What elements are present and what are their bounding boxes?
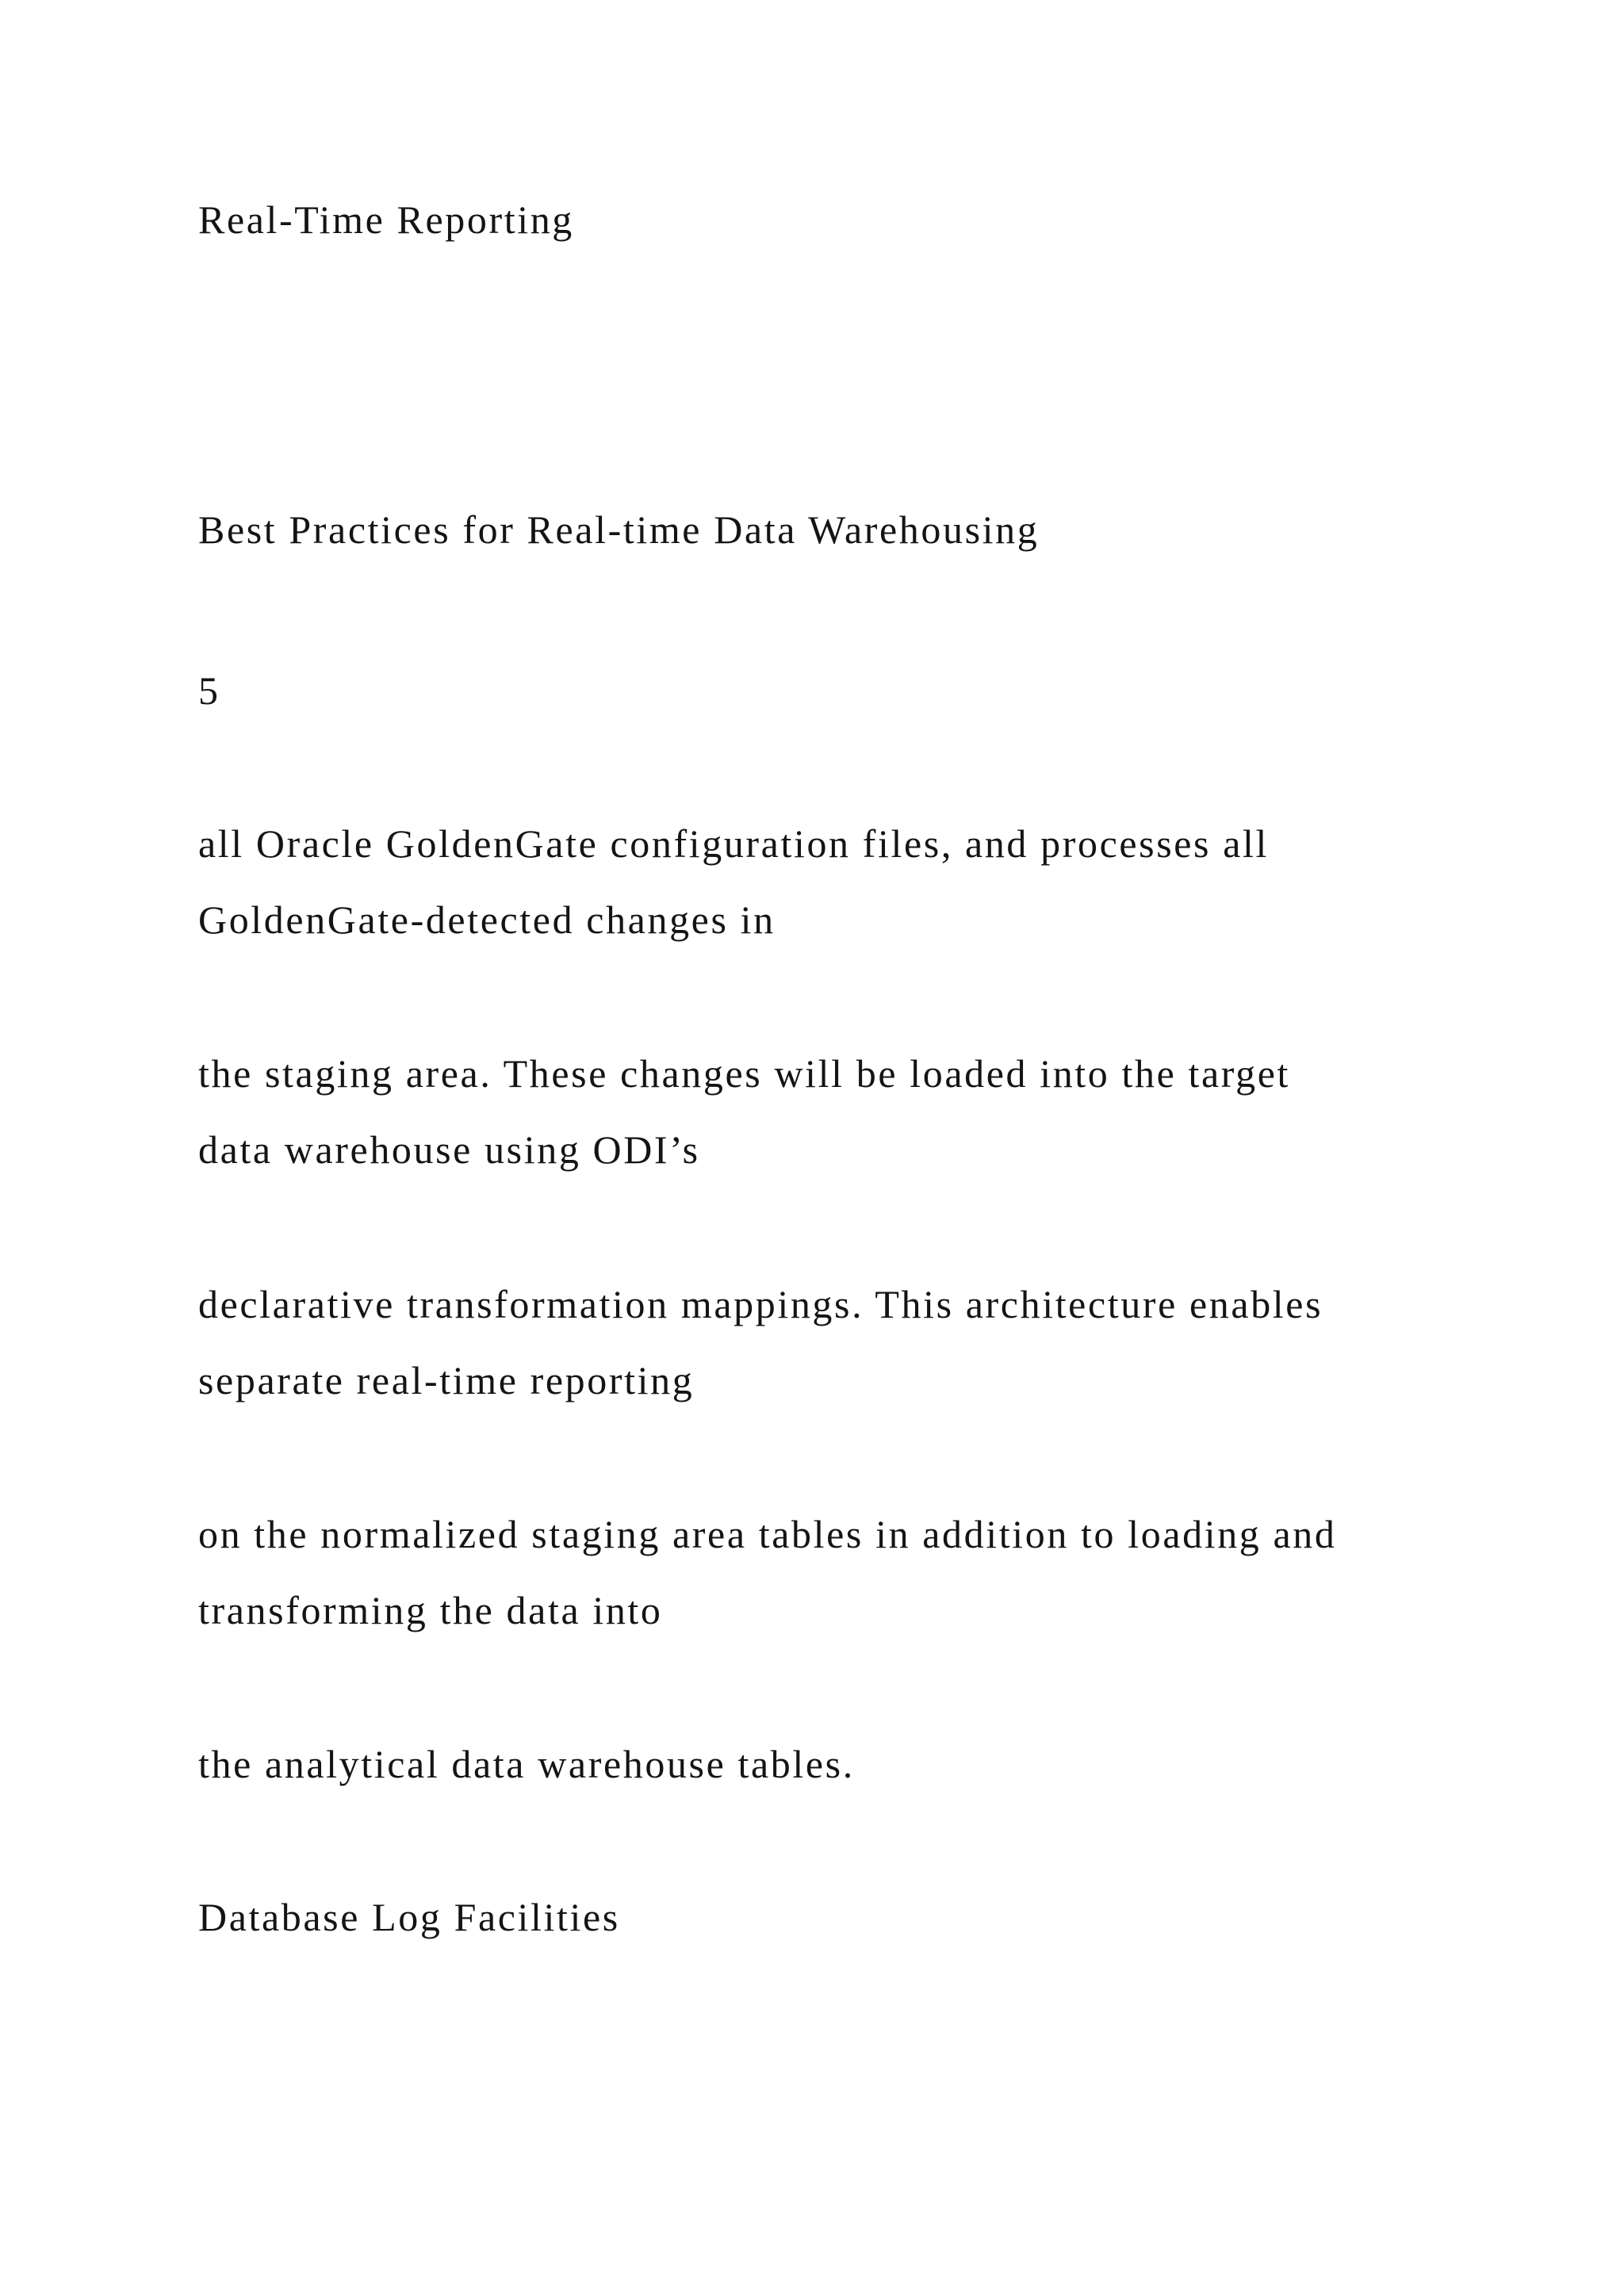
paragraph-2-line-1: the staging area. These changes will be loaded into the target bbox=[198, 1051, 1290, 1096]
header-text: Real-Time Reporting bbox=[198, 197, 574, 242]
section-title: Best Practices for Real-time Data Warehousing bbox=[198, 507, 1040, 552]
paragraph-2-line-2: data warehouse using ODI’s bbox=[198, 1127, 700, 1172]
subheading: Database Log Facilities bbox=[198, 1895, 620, 1939]
paragraph-5-line-1: the analytical data warehouse tables. bbox=[198, 1742, 855, 1786]
paragraph-4-line-2: transforming the data into bbox=[198, 1588, 663, 1632]
paragraph-1-line-2: GoldenGate-detected changes in bbox=[198, 897, 776, 942]
paragraph-3-line-1: declarative transformation mappings. This architecture enables bbox=[198, 1282, 1323, 1326]
paragraph-4-line-1: on the normalized staging area tables in addition to loading and bbox=[198, 1512, 1337, 1556]
paragraph-3-line-2: separate real-time reporting bbox=[198, 1358, 695, 1402]
paragraph-1-line-1: all Oracle GoldenGate configuration files, and processes all bbox=[198, 821, 1269, 866]
page-number: 5 bbox=[198, 668, 220, 713]
